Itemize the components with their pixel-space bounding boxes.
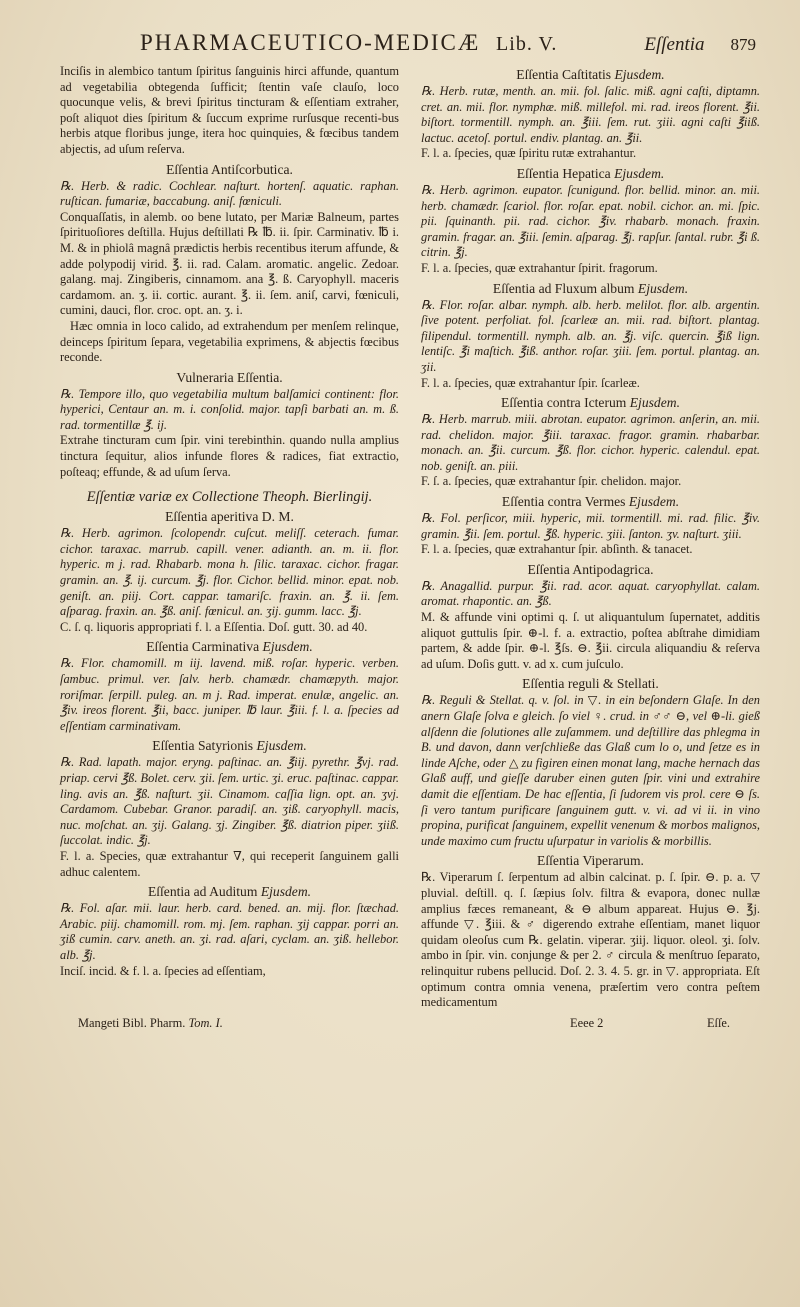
recipe-title [60, 883, 399, 900]
recipe-entry [421, 852, 760, 1010]
header-book: Lib. V. [496, 33, 558, 55]
recipe-instructions: C. ſ. q. liquoris appropriati f. l. a Eſſentia. Doſ. gutt. 30. ad 40. [60, 619, 368, 634]
left-column [60, 64, 399, 1014]
recipe-title-text: Eſſentia Carminativa [146, 639, 260, 655]
recipe-entry [421, 394, 760, 490]
recipe-ingredients: ℞. Reguli & Stellat. q. v. ſol. in ▽. in ein beſondern Glaſe. In den anern Glaſe ſolva e gleich. ſo viel ♀. crud. in ♂♂ ⊖, vel ⊕-li. gieß alſdenn die ſolutiones alle zuſammem. und deſtillire das phlegma in B. und davon, dann verſchließe das Glaß cum lo o, und ſetze es in linde Aſche, oder △ zu figiren einen monat lang, mache hernach das Glaß auff, und gieſſe daruber einen guten ſpir. vini und extrahire damit die eſſentiam. De hac eſſentia, ſi ſudorem vis prol. cere ⊖ ſs. ſi vero tantum purificare ſanguinem gutt. v. vi. ad vi ii. in vino propina, purificat ſanguinem, expellit venenum & morbos malignos, unde maximo cum fructu uſurpatur in variolis & morbillis. [421, 693, 760, 848]
recipe-ingredients: ℞. Herb. marrub. miii. abrotan. eupator. agrimon. anſerin, an. mii. rad. chelidon. major. ℥iii. taraxac. fragor. gramin. rhabarbar. monach. an. ℥ii. curcum. ℥ß. flor. cichor. hyperic. calendul. epat. nob. geniſt. an. piii. [421, 412, 760, 473]
recipe-ingredients: ℞. Herb. & radic. Cochlear. naſturt. hortenſ. aquatic. raphan. ruſtican. fumariæ, baccabung. aniſ. fœniculi. [60, 178, 399, 209]
running-head [60, 30, 760, 60]
recipe-ingredients: ℞. Herb. agrimon. ſcolopendr. cuſcut. meliſſ. ceterach. fumar. cichor. taraxac. marrub. capill. vener. adianth. an. m. ii. flor. hyperic. m j. rad. Rhabarb. mona h. ſilic. taraxac. cichor. fragar. gramin. an. ℥. ij. curcum. ℥j. flor. Cichor. bellid. minor. epat. nob. geniſt. an. piij. Cort. cappar. tamariſc. fraxin. an. ℥. ii. ſem. aſparag. fraxin. an. ℥ß. aniſ. fœnicul. an. ʒij. gumm. lacc. ℥j. [60, 526, 399, 619]
recipe-author: Ejusdem. [637, 280, 689, 296]
recipe-title [60, 161, 399, 178]
recipe-title [60, 508, 399, 525]
recipe-instructions: Extrahe tincturam cum ſpir. vini terebinthin. quando nulla amplius tinctura ſequitur, alios infunde flores & radices, fiat extractio, poſteaq; effunde, & ad uſum ſerva. [60, 433, 399, 479]
recipe-entry [421, 165, 760, 277]
recipe-entry [60, 64, 399, 158]
recipe-ingredients: ℞. Flor. roſar. albar. nymph. alb. herb. melilot. flor. alb. argentin. ſive potent. perfoliat. fol. ſcarleæ an. mii. rad. biſtort. plantag. filipendul. tormentill. nymph. alb. an. ℥j. viſc. quercin. ℥iß lign. lentiſc. ℥i maſtich. ℥iß. anthor. roſar. ʒiii. ſem. portul. plantag. an. ʒii. [421, 297, 760, 374]
recipe-title-text: Eſſentia reguli & Stellati. [522, 676, 659, 692]
section-heading: Eſſentiæ variæ ex Collectione Theoph. Bierlingij. [86, 489, 373, 506]
running-right [644, 34, 756, 56]
header-title: PHARMACEUTICO-MEDICÆ [140, 30, 481, 55]
recipe-title-text: Eſſentia ad Fluxum album [492, 280, 635, 296]
recipe-instructions: Conquaſſatis, in alemb. oo bene lutato, per Mariæ Balneum, partes ſpirituoſiores deſtilla. Hujus deſtillati ℞ ℔. ii. ſpir. Carminativ. ℔ i. M. & in phiolâ magnâ prædictis herbis recentibus iterum affunde, & adde polypodij virid. ℥. ii. rad. Calam. aromatic. angelic. Zedoar. galang. maj. Zingiberis, cinnamom. ana ℥. ß. Caryophyll. maceris cardamom. an. ʒ. ii. cortic. aurant. ℥. ii. ſem. aniſ, carvi, fœniculi, cumini, dauci, flor. croc. opt. an. ʒ. i. [60, 209, 399, 318]
recipe-title [421, 66, 760, 83]
footer-catchword: Eſſe. [706, 1015, 730, 1030]
recipe-title-text: Vulneraria Eſſentia. [176, 369, 283, 385]
recipe-title [421, 493, 760, 510]
recipe-ingredients: ℞. Flor. chamomill. m iij. lavend. miß. roſar. hyperic. verben. ſambuc. primul. ver. ſalv. herb. chamædr. chamæpyth. major. roriſmar. ſerpill. puleg. an. m j. Rad. imperat. enulæ, angelic. an. ℥iv. ireos florent. ℥ii, bacc. juniper. ℔ laur. ℥iii. f. l. a. ſpecies ad eſſentiam carminativam. [60, 656, 399, 733]
recipe-title-text: Eſſentia Caſtitatis [516, 67, 612, 82]
recipe-instructions: F. ſ. a. ſpecies, quæ extrahantur ſpir. chelidon. major. [421, 474, 682, 489]
recipe-title [421, 394, 760, 411]
recipe-title-text: Eſſentia Satyrionis [152, 738, 254, 754]
recipe-title [60, 638, 399, 655]
footer-tome: Tom. I. [188, 1015, 223, 1030]
recipe-author: Ejusdem. [614, 165, 665, 181]
recipe-entry [421, 561, 760, 673]
recipe-instructions: F. l. a. ſpecies, quæ extrahantur ſpir. abſinth. & tanacet. [421, 542, 693, 557]
running-title [140, 30, 557, 56]
recipe-instructions: Inciſis in alembico tantum ſpiritus ſanguinis hirci affunde, quantum ad vegetabilia obtegenda ſufficit; ſtentin vaſe clauſo, loco quocunque velis, & brevi ſpiritus tincturam & eſſentiam extraher, poſt aliquot dies ſpiritum & ſuccum exprime rurſusque recenti-bus herbis atque floribus junge, itera hoc quinquies, & fœcibus tandem abjectis, ad uſum reſerva. [60, 64, 399, 156]
recipe-title-text: Eſſentia Antipodagrica. [527, 561, 654, 577]
recipe-author: Ejusdem. [262, 639, 313, 655]
footer-left [60, 1016, 400, 1032]
recipe-entry [421, 493, 760, 558]
recipe-title-text: Eſſentia aperitiva D. M. [165, 509, 294, 525]
recipe-author: Ejusdem. [628, 494, 680, 510]
recipe-title [421, 675, 760, 692]
recipe-entry [60, 508, 399, 635]
footer-right [420, 1016, 760, 1032]
recipe-instructions: Inciſ. incid. & f. l. a. ſpecies ad eſſentiam, [60, 963, 266, 978]
recipe-author: Ejusdem. [614, 67, 665, 82]
footer-book-title: Mangeti Bibl. Pharm. [78, 1015, 186, 1030]
recipe-title [421, 852, 760, 869]
text-columns [60, 64, 760, 1014]
header-catchword: Eſſentia [644, 34, 705, 55]
recipe-ingredients: ℞. Tempore illo, quo vegetabilia multum balſamici continent: flor. hyperici, Centaur an. m. i. conſolid. major. tapſi barbati an. m. ß. rad. tormentillæ ℥. ij. [60, 386, 399, 432]
recipe-entry [60, 883, 399, 979]
recipe-title-text: Eſſentia contra Vermes [501, 494, 626, 510]
recipe-title-text: Eſſentia Hepatica [516, 165, 611, 181]
recipe-ingredients: ℞. Herb. agrimon. eupator. ſcunigund. flor. bellid. minor. an. mii. herb. chamædr. ſcariol. flor. roſar. epat. nobil. cichor. an. mi. ſpic. pii. ſquinanth. pii. rad. cichor. ℥iv. rhabarb. monach. fraxin. gramin. fragar. an. ℥iii. ſemin. aſparag. ℥j. rapſur. ſantal. rubr. ℥i ß. citrin. ℥j. [421, 182, 760, 260]
signature-mark: Eeee 2 [570, 1015, 604, 1030]
recipe-title [421, 280, 760, 297]
recipe-entry [60, 737, 399, 880]
recipe-instructions: F. l. a. Species, quæ extrahantur ∇, qui receperit ſanguinem galli adhuc calentem. [60, 848, 399, 879]
recipe-entry [60, 161, 399, 366]
recipe-instructions: F. l. a. ſpecies, quæ ſpiritu rutæ extrahantur. [421, 146, 637, 161]
recipe-title [421, 165, 760, 182]
recipe-instructions: ℞. Viperarum ſ. ſerpentum ad albin calcinat. p. ſ. ſpir. ⊖. p. a. ▽ pluvial. deſtill. q. ſ. ſæpius ſolv. filtra & evapora, donec nullæ amplius fæces remaneant, & ⊖ album appareat. Hujus ⊖. ℥j. affunde ▽. ℥iii. & ♂ digerendo extrahe eſſentiam, manet liquor quidam oleoſus cum ℞. gelatin. viperar. ʒiij. liquor. oleol. ʒi. ſolv. ambo in ſpir. vin. conjunge & per 2. ♂ circula & menſtruo ſeparato, relinquitur rubens pellucid. Doſ. 2. 3. 4. 5. gr. in ▽. appropriata. Eſt optimum contra omnia venena, præſertim vero contra peſtem medicamentum [421, 870, 760, 1010]
recipe-ingredients: ℞. Rad. lapath. major. eryng. paſtinac. an. ℥iij. pyrethr. ℥vj. rad. priap. cervi ℥ß. Bolet. cerv. ʒii. ſem. urtic. ʒi. eruc. paſtinac. cappar. ling. avis an. ℥ß. naſturt. ʒii. Cinamom. caſſia lign. opt. an. ʒvj. Cardamom. Cubebar. Granor. paradiſ. an. ʒiß. caryophyll. macis, nuc. moſchat. an. ʒij. Galang. ʒj. Zingiber. ℥ß. diatrion piper. ʒiiß. ſuccolat. indic. ℥j. [60, 755, 399, 848]
recipe-title-text: Eſſentia ad Auditum [147, 884, 258, 900]
recipe-title-text: Eſſentia contra Icterum [501, 395, 627, 411]
recipe-ingredients: ℞. Herb. rutæ, menth. an. mii. fol. ſalic. miß. agni caſti, diptamn. cret. an. mii. flor. nymphæ. miß. millefol. mi. rad. ireos florent. ℥ii. biſtort. tormentill. nymph. an. ℥iii. ſem. rut. ʒiii. agni caſti ℥iiß. lactuc. acetoſ. portul. endiv. plantag. an. ℥ii. [421, 84, 760, 145]
recipe-title [60, 369, 399, 386]
recipe-entry [421, 66, 760, 162]
recipe-author: Ejusdem. [256, 738, 307, 754]
recipe-title-text: Eſſentia Antiſcorbutica. [166, 161, 293, 177]
recipe-instructions: F. l. a. ſpecies, quæ extrahantur ſpirit. fragorum. [421, 260, 658, 275]
recipe-author: Ejusdem. [260, 884, 312, 900]
recipe-title-text: Eſſentia Viperarum. [537, 853, 644, 869]
page-footer [60, 1016, 760, 1032]
right-column [421, 64, 760, 1014]
recipe-title [421, 561, 760, 578]
recipe-instructions: Hæc omnia in loco calido, ad extrahendum per menſem relinque, deinceps ſpiritum ſepara, vegetabilia exprimens, & abjectis fœcibus reconde. [60, 318, 399, 365]
recipe-instructions: M. & affunde vini optimi q. ſ. ut aliquantulum ſupernatet, additis aliquot guttulis ſpir. ⊕-l. f. a. extractio, poſtea abſtrahe dimidiam partem, & adde ſpir. ⊕-l. ℥ſs. ⊖. ℥ii. circula aliquandiu & reſerva ad uſum. Doſis gutt. v. ad x. cum juſculo. [421, 610, 760, 671]
page-number: 879 [730, 35, 756, 54]
recipe-instructions: F. l. a. ſpecies, quæ extrahantur ſpir. ſcarleæ. [421, 375, 640, 390]
recipe-title [60, 737, 399, 754]
recipe-entry [60, 638, 399, 734]
recipe-ingredients: ℞. Anagallid. purpur. ℥ii. rad. acor. aquat. caryophyllat. calam. aromat. rhapontic. an. ℥ß. [421, 578, 760, 609]
recipe-entry [421, 675, 760, 849]
recipe-ingredients: ℞. Fol. perſicor, miii. hyperic, mii. tormentill. mi. rad. filic. ℥iv. gramin. ℥ii. ſem. portul. ℥ß. hyperic. ʒiii. ſanton. ʒv. naſturt. ʒiii. [421, 511, 760, 541]
recipe-ingredients: ℞. Fol. aſar. mii. laur. herb. card. bened. an. mij. flor. ſtæchad. Arabic. piij. chamomill. rom. mj. ſem. raphan. ʒij cappar. porri an. ʒiß cumin. carv. aneth. an. ʒi. rad. aſari, cyclam. an. ʒiß. hellebor. alb. ℥j. [60, 901, 399, 962]
recipe-author: Ejusdem. [629, 395, 680, 411]
recipe-entry [60, 369, 399, 481]
recipe-entry [421, 280, 760, 392]
